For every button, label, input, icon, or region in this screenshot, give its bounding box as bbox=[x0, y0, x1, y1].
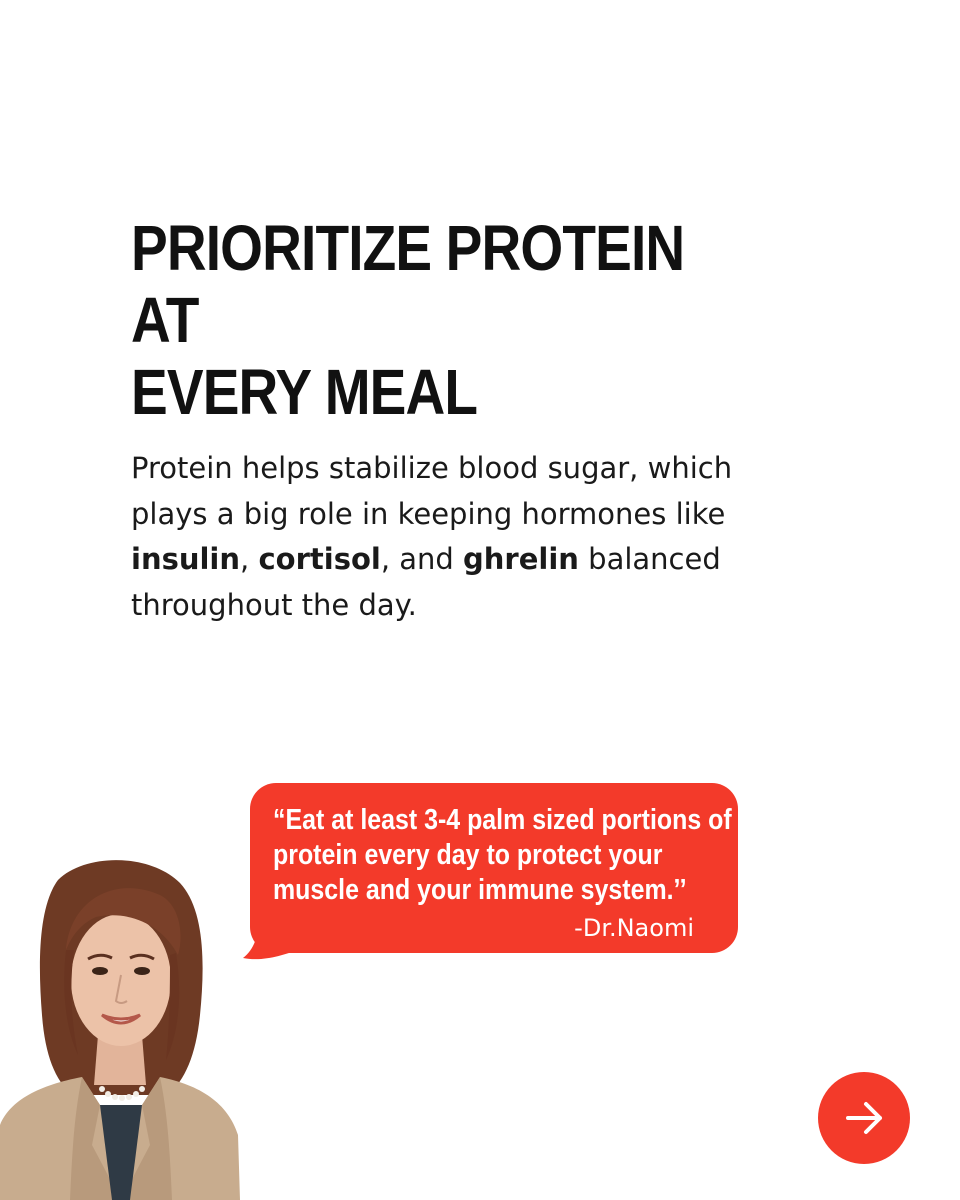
bold-ghrelin: ghrelin bbox=[463, 542, 579, 576]
bold-insulin: insulin bbox=[131, 542, 241, 576]
quote-attribution: -Dr.Naomi bbox=[574, 914, 694, 942]
body-separator-2: , and bbox=[380, 542, 464, 576]
arrow-right-icon bbox=[840, 1094, 888, 1142]
body-text-part-1: Protein helps stabilize blood sugar, which plays a big role in keeping hormones like bbox=[131, 451, 733, 531]
body-text-part-2: balanced throughout the day. bbox=[131, 542, 721, 622]
headline-line-1: PRIORITIZE PROTEIN AT bbox=[131, 212, 685, 356]
body-paragraph bbox=[131, 446, 811, 628]
quote-line-3: muscle and your immune system.’’ bbox=[273, 874, 687, 906]
headline-line-2: EVERY MEAL bbox=[131, 356, 478, 428]
body-separator-1: , bbox=[240, 542, 259, 576]
doctor-portrait bbox=[0, 855, 240, 1200]
next-button[interactable] bbox=[818, 1072, 910, 1164]
quote-text bbox=[273, 803, 732, 908]
headline bbox=[131, 212, 733, 428]
quote-line-1: “Eat at least 3-4 palm sized portions of bbox=[273, 804, 732, 836]
quote-line-2: protein every day to protect your bbox=[273, 839, 663, 871]
bold-cortisol: cortisol bbox=[258, 542, 381, 576]
